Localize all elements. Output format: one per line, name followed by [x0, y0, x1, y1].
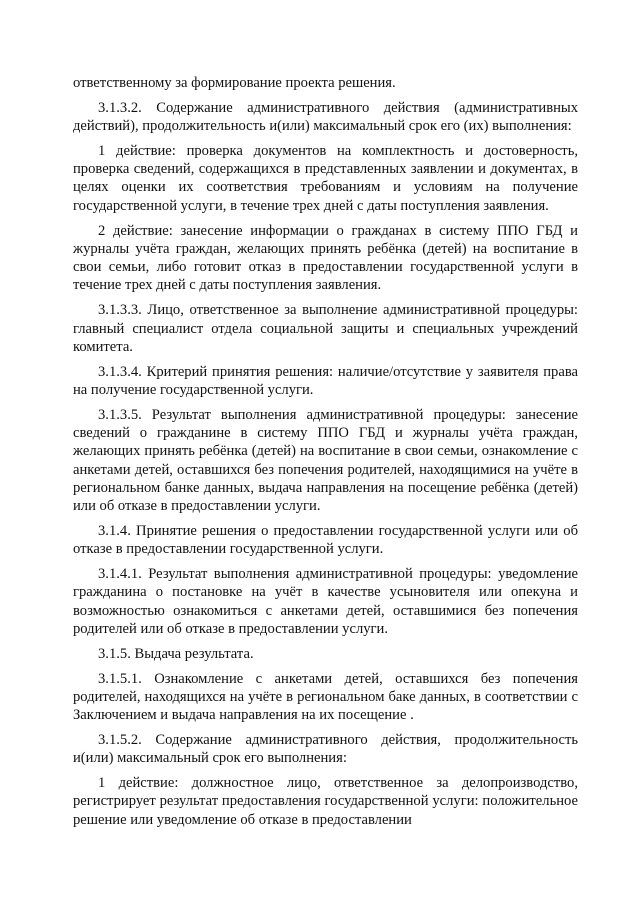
paragraph-3-1-5-2: 3.1.5.2. Содержание административного действия, продолжительность и(или) максимальный срок его выполнения:	[73, 732, 578, 767]
paragraph-3-1-4-1: 3.1.4.1. Результат выполнения административной процедуры: уведомление гражданина о постановке на учёт в качестве усыновителя или опекуна и возможностью ознакомиться с анкетами детей, оставшимися без попечения родителей или об отказе в предоставлении услуги.	[73, 566, 578, 638]
paragraph-action-2: 2 действие: занесение информации о гражданах в систему ППО ГБД и журналы учёта граждан, желающих принять ребёнка (детей) на воспитание в свои семьи, либо готовит отказ в предоставлении государственной услуги в течение трех дней с даты поступления заявления.	[73, 222, 578, 294]
paragraph-3-1-3-4: 3.1.3.4. Критерий принятия решения: наличие/отсутствие у заявителя права на получение государственной услуги.	[73, 363, 578, 398]
paragraph-3-1-5: 3.1.5. Выдача результата.	[98, 645, 254, 662]
paragraph-3-1-4: 3.1.4. Принятие решения о предоставлении государственной услуги или об отказе в предоставлении государственной услуги.	[73, 523, 578, 558]
paragraph-3-1-3-2: 3.1.3.2. Содержание административного действия (административных действий), продолжительность и(или) максимальный срок его (их) выполнения:	[73, 99, 578, 135]
paragraph-3-1-3-3: 3.1.3.3. Лицо, ответственное за выполнение административной процедуры: главный специалист отдела социальной защиты и специальных учреждений комитета.	[73, 302, 578, 355]
paragraph-continuation: ответственному за формирование проекта решения.	[73, 75, 396, 91]
paragraph-3-1-5-1: 3.1.5.1. Ознакомление с анкетами детей, оставшихся без попечения родителей, находящихся на учёте в региональном баке данных, в соответствии с Заключением и выдача направления на их посещение .	[73, 670, 578, 724]
paragraph-3-1-3-5: 3.1.3.5. Результат выполнения административной процедуры: занесение сведений о гражданине в систему ППО ГБД и журналы учёта граждан, желающих принять ребёнка (детей) на воспитание в свои семьи, ознакомление с анкетами детей, оставшихся без попечения родителей, находящимися на учёте в региональном банке данных, выдача направления на посещение ребёнка (детей) или об отказе в предоставлении услуги.	[73, 406, 578, 515]
document-body	[73, 74, 578, 835]
paragraph-action-1: 1 действие: проверка документов на комплектность и достоверность, проверка сведений, содержащихся в представленных заявлении и документах, в целях оценки их соответствия требованиям и условиям на получение государственной услуги, в течение трех дней с даты поступления заявления.	[73, 142, 578, 214]
paragraph-action-1-registration: 1 действие: должностное лицо, ответственное за делопроизводство, регистрирует результат предоставления государственной услуги: положительное решение или уведомление об отказе в предоставлении	[73, 775, 578, 828]
